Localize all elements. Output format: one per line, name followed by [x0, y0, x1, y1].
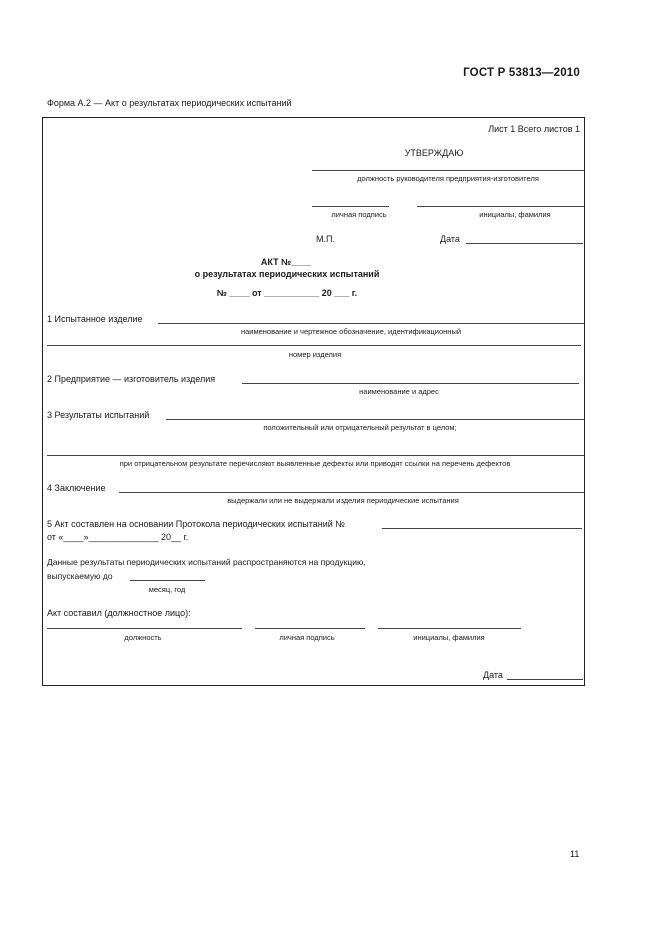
- act-title: АКТ №____: [260, 257, 312, 267]
- approve-heading: УТВЕРЖДАЮ: [404, 148, 464, 158]
- month-year-label: месяц, год: [148, 585, 186, 594]
- approve-signature-line: [312, 206, 389, 207]
- position-line: [312, 170, 584, 171]
- item5-line: [382, 528, 582, 529]
- page-number: 11: [570, 849, 580, 859]
- applies-text: Данные результаты периодических испытаний распространяются на продукцию,: [47, 557, 366, 567]
- item5-label: 5 Акт составлен на основании Протокола периодических испытаний №: [47, 519, 345, 529]
- compiled-label: Акт составил (должностное лицо):: [47, 608, 191, 618]
- item4-line: [119, 492, 584, 493]
- released-line: [130, 580, 205, 581]
- approve-name-line: [417, 206, 584, 207]
- item2-label: 2 Предприятие — изготовитель изделия: [47, 374, 216, 384]
- item1-hint: наименование и чертежное обозначение, идентификационный: [240, 327, 462, 336]
- sig-signature-label: личная подпись: [279, 633, 335, 642]
- released-label: выпускаемую до: [47, 571, 113, 581]
- standard-number: ГОСТ Р 53813—2010: [463, 67, 580, 79]
- approve-name-label: инициалы, фамилия: [479, 210, 551, 219]
- sig-position-line: [47, 628, 242, 629]
- sig-name-label: инициалы, фамилия: [413, 633, 485, 642]
- item2-line: [242, 383, 579, 384]
- sig-name-line: [378, 628, 521, 629]
- bottom-date-line: [507, 679, 583, 680]
- act-subtitle: о результатах периодических испытаний: [194, 269, 380, 279]
- approve-signature-label: личная подпись: [331, 210, 387, 219]
- item5-date: от «____»______________ 20__ г.: [47, 532, 189, 542]
- item1-hint2: номер изделия: [288, 350, 342, 359]
- item3-line2: [47, 455, 584, 456]
- item3-label: 3 Результаты испытаний: [47, 410, 150, 420]
- item3-line: [166, 419, 584, 420]
- form-caption: Форма А.2 — Акт о результатах периодических испытаний: [47, 98, 292, 108]
- item1-line2: [47, 345, 581, 346]
- item1-line: [158, 323, 584, 324]
- form-frame: [42, 117, 585, 686]
- act-number-date: № ____ от ___________ 20 ___ г.: [216, 288, 358, 298]
- sheet-info: Лист 1 Всего листов 1: [488, 124, 580, 134]
- item1-label: 1 Испытанное изделие: [47, 314, 143, 324]
- approve-date-line: [466, 243, 583, 244]
- item4-label: 4 Заключение: [47, 483, 106, 493]
- item4-hint: выдержали или не выдержали изделия периодические испытания: [227, 496, 459, 505]
- item2-hint: наименование и адрес: [359, 387, 439, 396]
- sig-signature-line: [255, 628, 365, 629]
- seal-label: М.П.: [316, 234, 335, 244]
- bottom-date-label: Дата: [483, 670, 503, 680]
- approve-date-label: Дата: [440, 234, 460, 244]
- item3-hint2: при отрицательном результате перечисляют выявленные дефекты или приводят ссылки на перечень дефектов: [119, 459, 511, 468]
- position-label: должность руководителя предприятия-изготовителя: [357, 174, 539, 183]
- item3-hint: положительный или отрицательный результат в целом;: [263, 423, 457, 432]
- sig-position-label: должность: [124, 633, 162, 642]
